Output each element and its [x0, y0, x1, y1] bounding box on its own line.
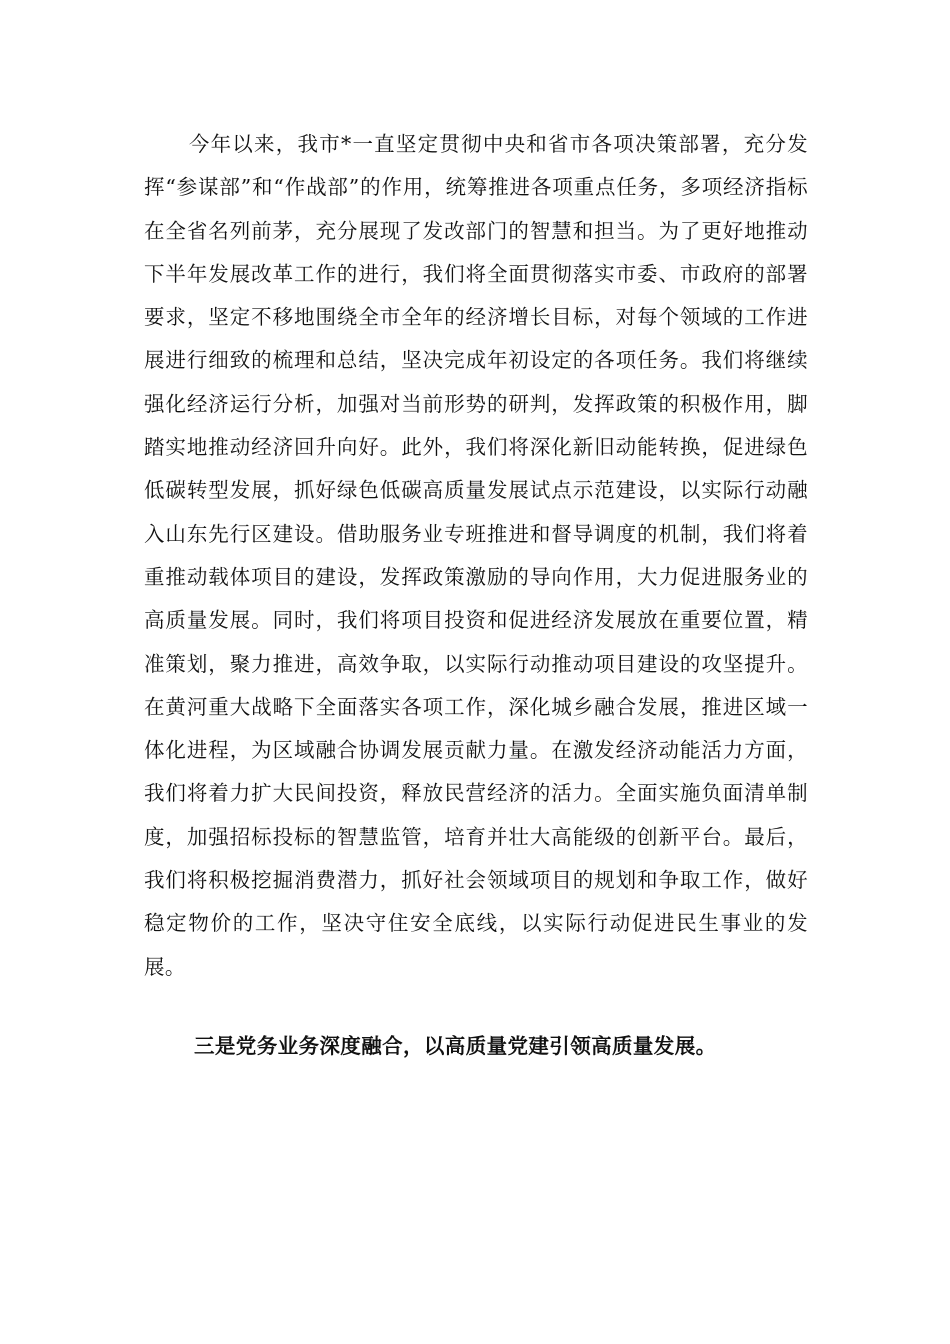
body-paragraph	[144, 123, 808, 989]
section-heading: 三是党务业务深度融合，以高质量党建引领高质量发展。	[194, 1034, 717, 1058]
body-paragraph-text: 今年以来，我市*一直坚定贯彻中央和省市各项决策部署，充分发挥“参谋部”和“作战部”的作用，统筹推进各项重点任务，多项经济指标在全省名列前茅，充分展现了发改部门的智慧和担当。为了更好地推动下半年发展改革工作的进行，我们将全面贯彻落实市委、市政府的部署要求，坚定不移地围绕全市全年的经济增长目标，对每个领域的工作进展进行细致的梳理和总结，坚决完成年初设定的各项任务。我们将继续强化经济运行分析，加强对当前形势的研判，发挥政策的积极作用，脚踏实地推动经济回升向好。此外，我们将深化新旧动能转换，促进绿色低碳转型发展，抓好绿色低碳高质量发展试点示范建设，以实际行动融入山东先行区建设。借助服务业专班推进和督导调度的机制，我们将着重推动载体项目的建设，发挥政策激励的导向作用，大力促进服务业的高质量发展。同时，我们将项目投资和促进经济发展放在重要位置，精准策划，聚力推进，高效争取，以实际行动推动项目建设的攻坚提升。在黄河重大战略下全面落实各项工作，深化城乡融合发展，推进区域一体化进程，为区域融合协调发展贡献力量。在激发经济动能活力方面，我们将着力扩大民间投资，释放民营经济的活力。全面实施负面清单制度，加强招标投标的智慧监管，培育并壮大高能级的创新平台。最后，我们将积极挖掘消费潜力，抓好社会领域项目的规划和争取工作，做好稳定物价的工作，坚决守住安全底线，以实际行动促进民生事业的发展。	[144, 132, 808, 979]
